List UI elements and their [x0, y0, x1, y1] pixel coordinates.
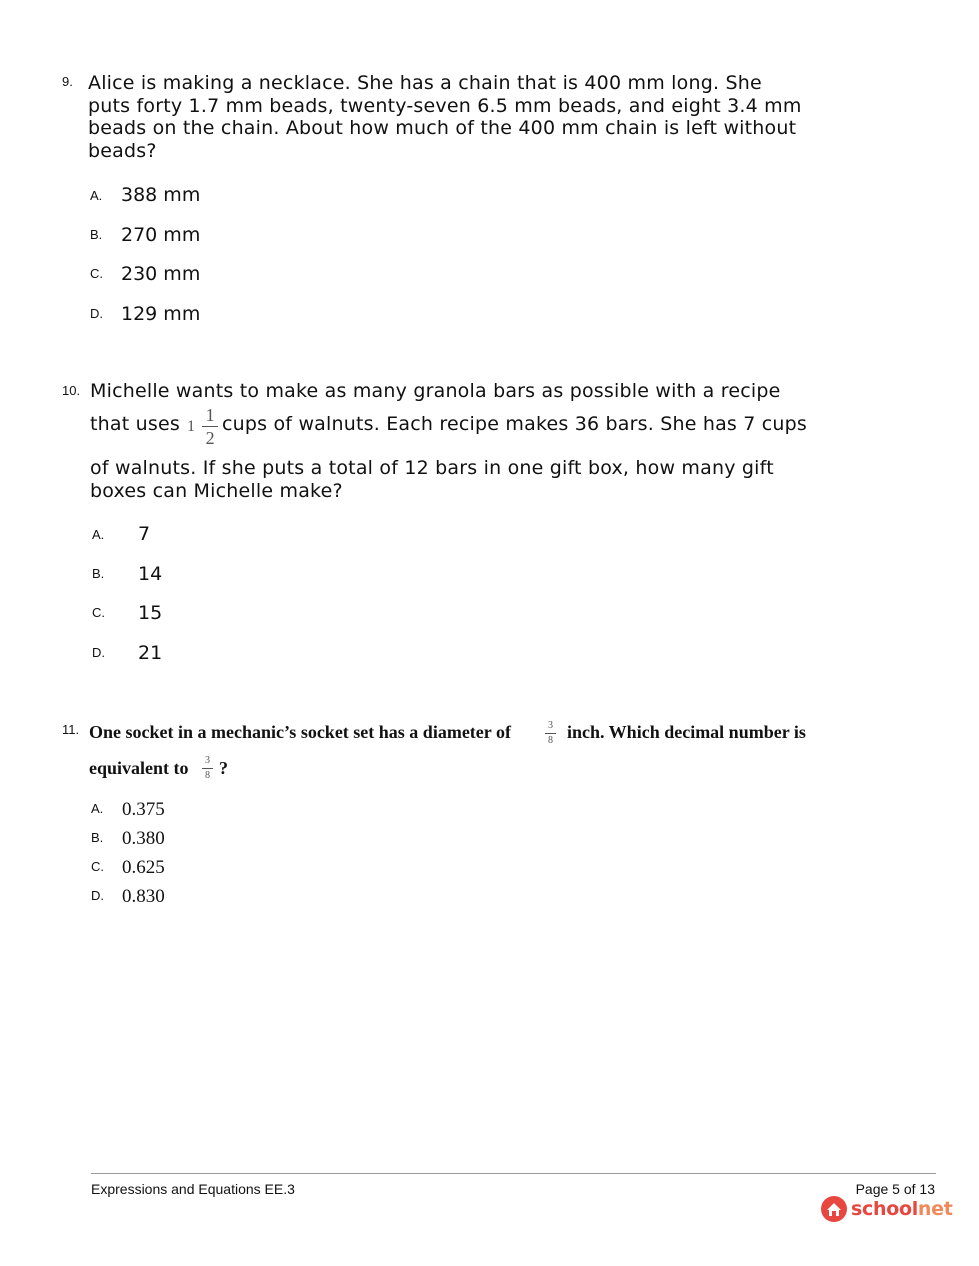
question-10-line3: of walnuts. If she puts a total of 12 bars in one gift box, how many gift	[90, 457, 774, 479]
q9-option-b-letter: B.	[90, 227, 103, 242]
question-11-line1-before: One socket in a mechanic’s socket set has a diameter of	[89, 722, 511, 742]
q10-option-a-letter: A.	[92, 527, 105, 542]
question-11-number: 11.	[62, 722, 80, 737]
fraction-bar	[202, 768, 213, 769]
q10-option-b[interactable]: 14	[138, 563, 163, 585]
question-11-line1-after: inch. Which decimal number is	[567, 722, 806, 742]
q10-option-c-letter: C.	[92, 605, 105, 620]
fraction-3-8	[545, 721, 556, 746]
mixed-number-whole: 1	[187, 417, 195, 435]
fraction-numerator: 3	[548, 720, 553, 731]
q9-option-c[interactable]: 230 mm	[121, 263, 201, 285]
fraction-denominator: 8	[205, 770, 210, 781]
house-icon	[820, 1195, 848, 1223]
question-9-line: beads on the chain. About how much of the 400 mm chain is left without	[88, 117, 797, 139]
question-10-line2	[90, 413, 180, 436]
q9-option-d[interactable]: 129 mm	[121, 303, 201, 325]
mixed-number-1-1-2	[187, 406, 218, 447]
q10-option-c[interactable]: 15	[138, 602, 163, 624]
q9-option-c-letter: C.	[90, 266, 103, 281]
page-number: Page 5 of 13	[855, 1181, 935, 1197]
fraction-numerator: 1	[205, 405, 215, 425]
logo-text	[851, 1198, 953, 1220]
fraction-denominator: 8	[548, 735, 553, 746]
footer-title: Expressions and Equations EE.3	[91, 1181, 295, 1197]
q11-option-a-letter: A.	[91, 801, 104, 816]
question-10-number: 10.	[62, 383, 81, 398]
fraction-numerator: 3	[205, 755, 210, 766]
question-10-line2-after: cups of walnuts. Each recipe makes 36 bars. She has 7 cups	[222, 413, 808, 435]
fraction	[202, 756, 213, 781]
fraction	[545, 721, 556, 746]
fraction-denominator: 2	[205, 428, 215, 448]
schoolnet-logo	[820, 1194, 953, 1224]
footer-divider	[91, 1173, 936, 1174]
question-11-line2-after: ?	[219, 758, 228, 778]
fraction-bar	[545, 733, 556, 734]
question-9-text	[88, 72, 802, 162]
q9-option-d-letter: D.	[90, 306, 103, 321]
q11-option-c-letter: C.	[91, 859, 104, 874]
fraction-3-8	[202, 756, 213, 781]
q11-option-a[interactable]: 0.375	[122, 799, 165, 820]
q9-option-a[interactable]: 388 mm	[121, 184, 201, 206]
q11-option-d[interactable]: 0.830	[122, 886, 165, 907]
mixed-number-fraction	[202, 406, 218, 447]
q11-option-c[interactable]: 0.625	[122, 857, 165, 878]
question-10-line4: boxes can Michelle make?	[90, 480, 343, 502]
question-9-number: 9.	[62, 74, 73, 89]
logo-text-school: school	[851, 1198, 918, 1220]
question-10-line2-before: that uses	[90, 413, 180, 435]
q10-option-d[interactable]: 21	[138, 642, 163, 664]
q11-option-d-letter: D.	[91, 888, 104, 903]
q11-option-b[interactable]: 0.380	[122, 828, 165, 849]
q10-option-a[interactable]: 7	[138, 523, 151, 545]
question-9-line: Alice is making a necklace. She has a chain that is 400 mm long. She	[88, 72, 762, 94]
question-11-line2-before: equivalent to	[89, 758, 189, 778]
q10-option-d-letter: D.	[92, 645, 105, 660]
fraction-bar	[202, 426, 218, 427]
question-9-line: beads?	[88, 139, 157, 162]
question-10-line1: Michelle wants to make as many granola bars as possible with a recipe	[90, 380, 781, 402]
logo-text-net: net	[917, 1198, 953, 1220]
q10-option-b-letter: B.	[92, 566, 105, 581]
q11-option-b-letter: B.	[91, 830, 104, 845]
question-9-line: puts forty 1.7 mm beads, twenty-seven 6.5 mm beads, and eight 3.4 mm	[88, 94, 802, 117]
q9-option-a-letter: A.	[90, 188, 103, 203]
q9-option-b[interactable]: 270 mm	[121, 224, 201, 246]
